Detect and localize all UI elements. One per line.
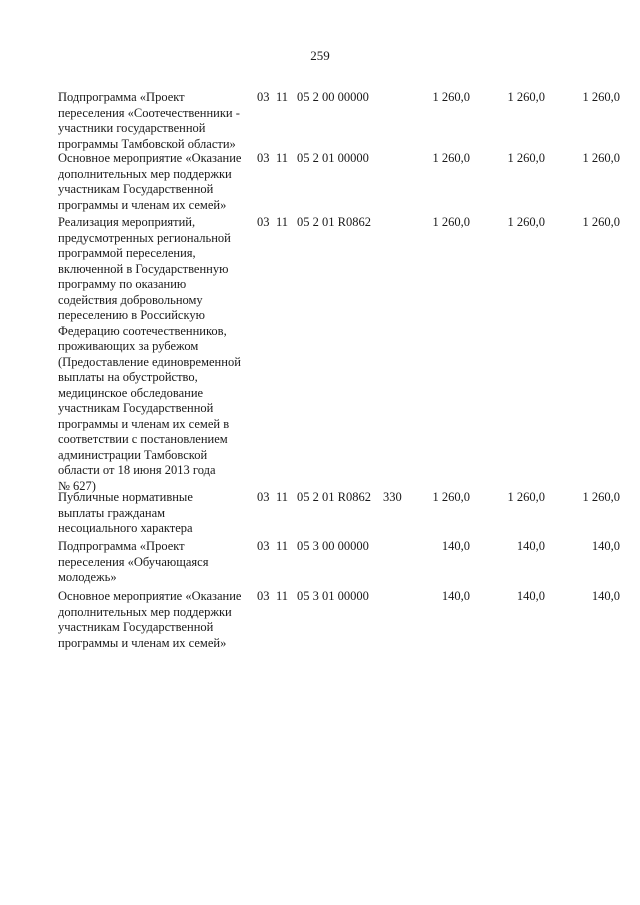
amount-year-2: 1 260,0 [507,90,545,104]
amount-year-3: 1 260,0 [582,90,620,104]
amount-year-1: 140,0 [441,589,470,603]
target-article-code: 05 2 00 00000 [297,90,369,104]
amount-year-2: 1 260,0 [507,151,545,165]
amount-year-3: 1 260,0 [582,490,620,504]
subsection-code: 11 [276,215,289,229]
subsection-code: 11 [276,151,289,165]
subsection-code: 11 [276,90,289,104]
row-description: Публичные нормативные выплаты гражданам несоциального характера [58,490,193,535]
section-code: 03 [257,151,270,165]
row-description: Подпрограмма «Проект переселения «Обучающаяся молодежь» [58,539,209,584]
section-code: 03 [257,90,270,104]
subsection-code: 11 [276,589,289,603]
amount-year-1: 1 260,0 [432,490,470,504]
amount-year-1: 1 260,0 [432,215,470,229]
subsection-code: 11 [276,490,289,504]
amount-year-2: 140,0 [516,589,545,603]
amount-year-1: 1 260,0 [432,151,470,165]
row-description: Основное мероприятие «Оказание дополнительных мер поддержки участникам Государственной программы и членам их семей» [58,151,242,212]
subsection-code: 11 [276,539,289,553]
amount-year-3: 1 260,0 [582,215,620,229]
target-article-code: 05 3 00 00000 [297,539,369,553]
section-code: 03 [257,589,270,603]
target-article-code: 05 2 01 R0862 [297,490,371,504]
amount-year-3: 140,0 [591,539,620,553]
row-description: Основное мероприятие «Оказание дополнительных мер поддержки участникам Государственной программы и членам их семей» [58,589,242,650]
target-article-code: 05 3 01 00000 [297,589,369,603]
amount-year-1: 140,0 [441,539,470,553]
section-code: 03 [257,539,270,553]
amount-year-2: 140,0 [516,539,545,553]
amount-year-1: 1 260,0 [432,90,470,104]
expense-type-code: 330 [383,490,402,504]
amount-year-3: 1 260,0 [582,151,620,165]
section-code: 03 [257,490,270,504]
section-code: 03 [257,215,270,229]
amount-year-3: 140,0 [591,589,620,603]
amount-year-2: 1 260,0 [507,215,545,229]
row-description: Реализация мероприятий, предусмотренных региональной программой переселения, включенной в Государственную программу по оказанию содействия добровольному переселению в Российскую Федерацию соотечественников, проживающих за рубежом (Предоставление единовременной выплаты на обустройство, медицинское обследование участникам Государственной программы и членам их семей в соответствии с постановлением администрации Тамбовской области от 18 июня 2013 года № 627) [58,215,241,493]
target-article-code: 05 2 01 00000 [297,151,369,165]
row-description: Подпрограмма «Проект переселения «Соотечественники - участники государственной программы Тамбовской области» [58,90,240,151]
page-number: 259 [310,48,330,63]
target-article-code: 05 2 01 R0862 [297,215,371,229]
amount-year-2: 1 260,0 [507,490,545,504]
